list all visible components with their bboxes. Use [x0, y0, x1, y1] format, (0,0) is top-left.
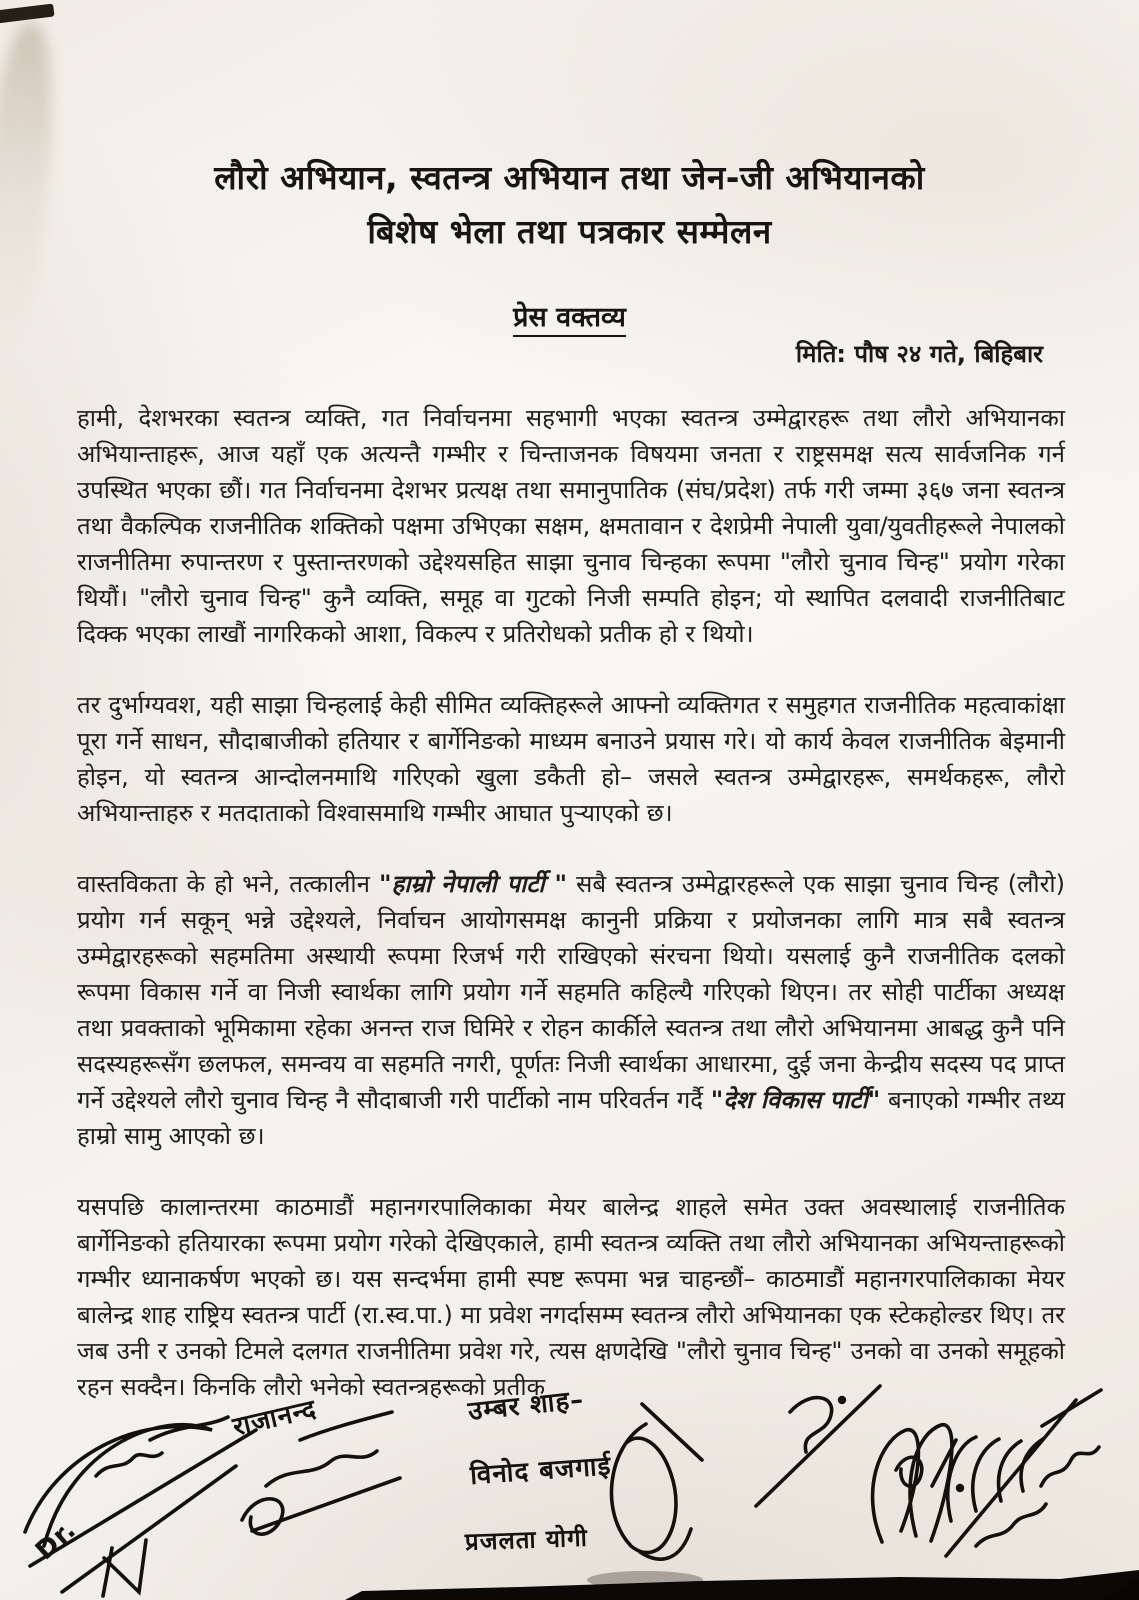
handwritten-name-rajananda: राजानन्द [230, 1394, 320, 1443]
signature-scribble-center [611, 1424, 675, 1553]
party-name-italic-2: "देश विकास पार्टी" [710, 1086, 881, 1114]
handwritten-name-binod-bajgai: विनोद बजगाई [469, 1451, 613, 1491]
date-line: मिति: पौष २४ गते, बिहिबार [795, 340, 1043, 368]
title-line-2: बिशेष भेला तथा पत्रकार सम्मेलन [367, 212, 772, 251]
scan-artifact-top-left [0, 4, 55, 24]
handwritten-name-umbar-shah: उम्बर शाह– [466, 1384, 586, 1427]
paragraph-1: हामी, देशभरका स्वतन्त्र व्यक्ति, गत निर्वाचनमा सहभागी भएका स्वतन्त्र उम्मेद्वारहरू तथा लौरो अभियानका अभियान्ताहरू, आज यहाँ एक अत्यन्तै गम्भीर र चिन्ताजनक विषयमा जनता र राष्ट्रसमक्ष सत्य सार्वजनिक गर्न उपस्थित भएका छौं। गत निर्वाचनमा देशभर प्रत्यक्ष तथा समानुपातिक (संघ/प्रदेश) तर्फ गरी जम्मा ३६७ जना स्वतन्त्र तथा वैकल्पिक राजनीतिक शक्तिको पक्षमा उभिएका सक्षम, क्षमतावान र देशप्रेमी नेपाली युवा/युवतीहरूले नेपालको राजनीतिमा रुपान्तरण र पुस्तान्तरणको उद्देश्यसहित साझा चुनाव चिन्हका रूपमा "लौरो चुनाव चिन्ह" प्रयोग गरेका थियौं। "लौरो चुनाव चिन्ह" कुनै व्यक्ति, समूह वा गुटको निजी सम्पति होइन; यो स्थापित दलवादी राजनीतिबाट दिक्क भएका लाखौं नागरिकको आशा, विकल्प र प्रतिरोधको प्रतीक हो र थियो। [77, 404, 1065, 648]
signature-scribble-center-left [266, 1451, 377, 1486]
party-name-italic-1: "हाम्रो नेपाली पार्टी " [379, 870, 568, 898]
paragraph-3-mid: सबै स्वतन्त्र उम्मेद्वारहरूले एक साझा चुनाव चिन्ह (लौरो) प्रयोग गर्न सकून् भन्ने उद्देश्यले, निर्वाचन आयोगसमक्ष कानुनी प्रक्रिया र प्रयोजनका लागि मात्र सबै स्वतन्त्र उम्मेद्वारहरूको सहमतिमा अस्थायी रूपमा रिजर्भ गरी राखिएको संरचना थियो। यसलाई कुनै राजनीतिक दलको रूपमा विकास गर्ने वा निजी स्वार्थका लागि प्रयोग गर्ने सहमति कहिल्यै गरिएको थिएन। तर सोही पार्टीका अध्यक्ष तथा प्रवक्ताको भूमिकामा रहेका अनन्त राज घिमिरे र रोहन कार्कीले स्वतन्त्र तथा लौरो अभियानमा आबद्ध कुनै पनि सदस्यहरूसँग छलफल, समन्वय वा सहमति नगरी, पूर्णतः निजी स्वार्थका आधारमा, दुई जना केन्द्रीय सदस्य पद प्राप्त गर्ने उद्देश्यले लौरो चुनाव चिन्ह नै सौदाबाजी गरी पार्टीको नाम परिवर्तन गर्दै [77, 870, 1065, 1114]
paragraph-3-post: बनाएको गम्भीर तथ्य हाम्रो सामु आएको छ। [77, 1086, 1066, 1150]
press-statement-heading: प्रेस वक्तव्य [0, 297, 1139, 334]
paragraph-3 [77, 866, 1065, 1154]
bottom-scan-band [0, 1566, 1139, 1600]
document-title [0, 151, 1139, 259]
handwritten-name-dr: Dr. [29, 1514, 83, 1567]
paragraph-4: यसपछि कालान्तरमा काठमाडौं महानगरपालिकाका मेयर बालेन्द्र शाहले समेत उक्त अवस्थालाई राजनीतिक बार्गेनिङको हतियारका रूपमा प्रयोग गरेको देखिएकाले, हामी स्वतन्त्र व्यक्ति तथा लौरो अभियानका अभियन्ताहरूको गम्भीर ध्यानाकर्षण भएको छ। यस सन्दर्भमा हामी स्पष्ट रूपमा भन्न चाहन्छौं– काठमाडौं महानगरपालिकाका मेयर बालेन्द्र शाह राष्ट्रिय स्वतन्त्र पार्टी (रा.स्व.पा.) मा प्रवेश नगर्दासम्म स्वतन्त्र लौरो अभियानका एक स्टेकहोल्डर थिए। तर जब उनी र उनको टिमले दलगत राजनीतिमा प्रवेश गरे, त्यस क्षणदेखि "लौरो चुनाव चिन्ह" उनको वा उनको समूहको रहन सक्दैन। किनकि लौरो भनेको स्वतन्त्रहरूको प्रतीक [77, 1193, 1065, 1401]
paragraph-3-pre: वास्तविकता के हो भने, तत्कालीन [77, 870, 380, 898]
handwritten-name-prajalata-yogi: प्रजलता योगी [464, 1523, 589, 1556]
document-body [77, 400, 1065, 1440]
title-line-1: लौरो अभियान, स्वतन्त्र अभियान तथा जेन-जी अभियानको [214, 158, 925, 197]
paragraph-2: तर दुर्भाग्यवश, यही साझा चिन्हलाई केही सीमित व्यक्तिहरूले आफ्नो व्यक्तिगत र समुहगत राजनीतिक महत्वाकांक्षा पूरा गर्ने साधन, सौदाबाजीको हतियार र बार्गेनिङको माध्यम बनाउने प्रयास गरे। यो कार्य केवल राजनीतिक बेइमानी होइन, यो स्वतन्त्र आन्दोलनमाथि गरिएको खुला डकैती हो– जसले स्वतन्त्र उम्मेद्वारहरू, समर्थकहरू, लौरो अभियान्ताहरु र मतदाताको विश्वासमाथि गम्भीर आघात पुऱ्याएको छ। [77, 691, 1065, 827]
